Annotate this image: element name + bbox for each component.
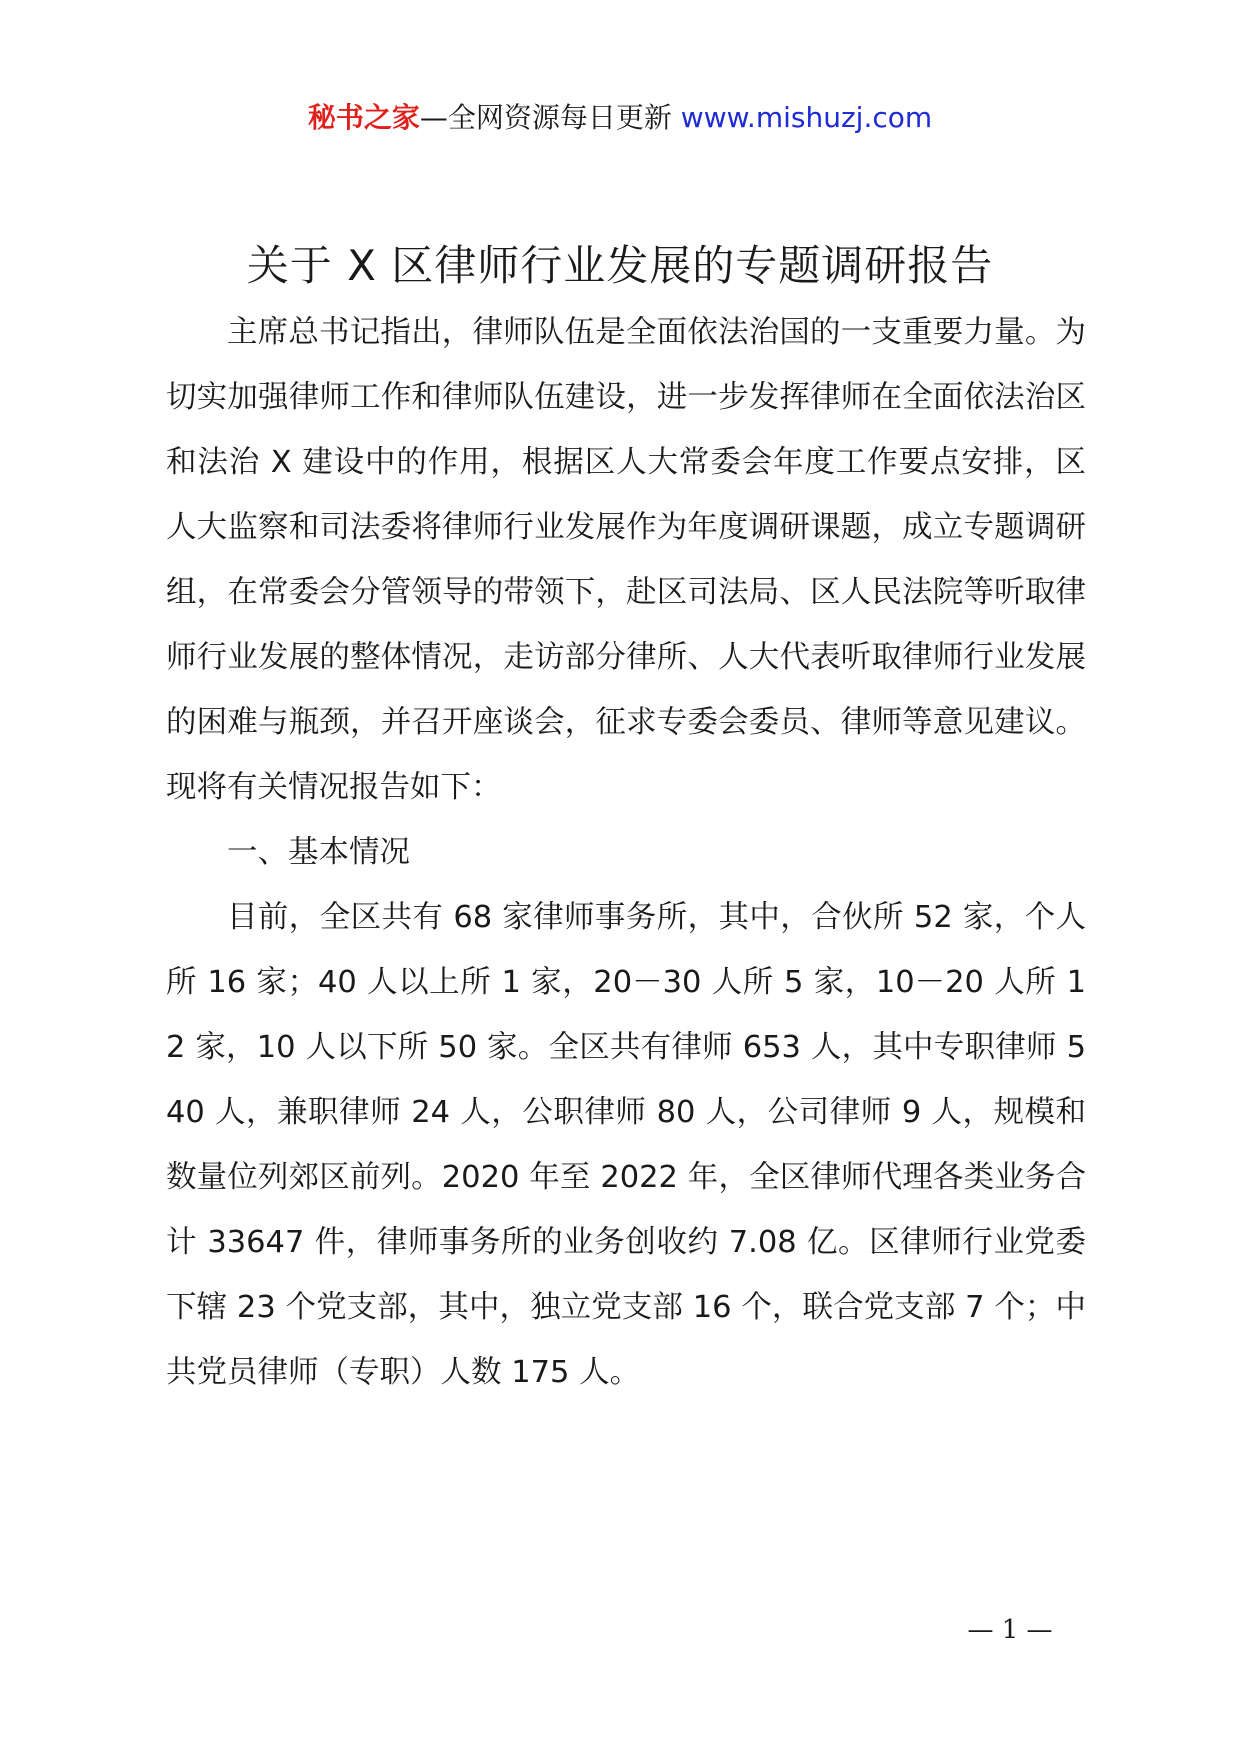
intro-paragraph: 主席总书记指出，律师队伍是全面依法治国的一支重要力量。为切实加强律师工作和律师队伍建设，进一步发挥律师在全面依法治区和法治 X 建设中的作用，根据区人大常委会年度工作要点安排，区人大监察和司法委将律师行业发展作为年度调研课题，成立专题调研组，在常委会分管领导的带领下，赴区司法局、区人民法院等听取律师行业发展的整体情况，走访部分律所、人大代表听取律师行业发展的困难与瓶颈，并召开座谈会，征求专委会委员、律师等意见建议。现将有关情况报告如下：	[166, 315, 1086, 805]
site-header	[0, 98, 1240, 138]
document-body	[166, 300, 1086, 1405]
site-tagline: —全网资源每日更新	[419, 101, 672, 134]
section-paragraph: 目前，全区共有 68 家律师事务所，其中，合伙所 52 家，个人所 16 家；40 人以上所 1 家，20－30 人所 5 家，10－20 人所 12 家，10 人以下所 50 家。全区共有律师 653 人，其中专职律师 540 人，兼职律师 24 人，公职律师 80 人，公司律师 9 人，规模和数量位列郊区前列。2020 年至 2022 年，全区律师代理各类业务合计 33647 件，律师事务所的业务创收约 7.08 亿。区律师行业党委下辖 23 个党支部，其中，独立党支部 16 个，联合党支部 7 个；中共党员律师（专职）人数 175 人。	[166, 900, 1086, 1390]
site-url-link[interactable]: www.mishuzj.com	[680, 101, 933, 134]
page-number: — 1 —	[967, 1615, 1053, 1645]
document-title: 关于 X 区律师行业发展的专题调研报告	[246, 241, 994, 290]
section-heading: 一、基本情况	[227, 835, 410, 870]
site-brand: 秘书之家	[307, 101, 420, 134]
